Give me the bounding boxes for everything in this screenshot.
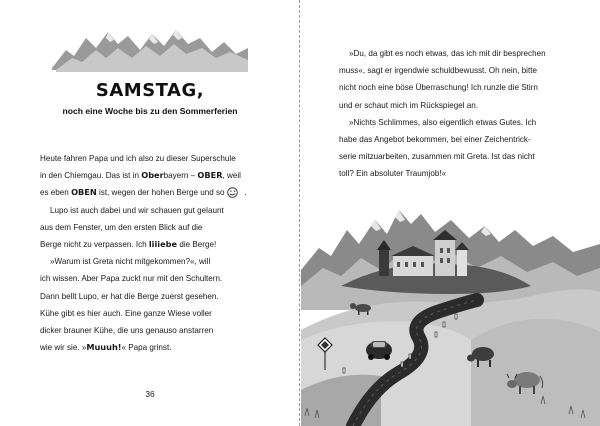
- text-line: ich wissen. Aber Papa zuckt nur mit den Schultern.: [40, 274, 223, 284]
- text-line: in den Chiemgau. Das ist in Oberbayern – OBER, weil: [40, 170, 241, 181]
- right-body-text: [339, 45, 546, 183]
- text-line: aus dem Fenster, um den ersten Blick auf die: [40, 222, 203, 232]
- left-body-text: [40, 150, 247, 356]
- emphasis-text: Ober: [141, 170, 164, 181]
- chapter-title: SAMSTAG,: [95, 80, 205, 101]
- emphasis-text: liiiebe: [148, 238, 178, 249]
- landscape-illustration: [301, 190, 600, 426]
- text-line: »Du, da gibt es noch etwas, das ich mit dir besprechen: [349, 49, 546, 58]
- text-line: Berge nicht zu verpassen. Ich liiiebe die Berge!: [40, 238, 217, 249]
- chapter-subtitle: noch eine Woche bis zu den Sommerferien: [62, 106, 238, 116]
- text-line: Dann bellt Lupo, er hat die Berge zuerst gesehen.: [40, 291, 219, 301]
- text-line: habe das Angebot bekommen, bei einer Zeichentrick-: [339, 134, 531, 144]
- text-line: nicht noch eine böse Überraschung! Ich runzle die Stirn: [339, 83, 538, 93]
- text-line: »Nichts Schlimmes, also eigentlich etwas Gutes. Ich: [349, 117, 537, 127]
- mountain-range-illustration: [52, 24, 248, 74]
- emphasis-text: OBER: [197, 170, 223, 181]
- text-line: dicker brauner Kühe, die uns genauso anstarren: [40, 325, 214, 335]
- text-line: es eben OBEN ist, wegen der hohen Berge und so .: [40, 184, 247, 201]
- car-icon: [366, 341, 392, 360]
- text-line: muss«, sagt er irgendwie schuldbewusst. Oh nein, bitte: [339, 66, 537, 76]
- text-line: serie mitzuarbeiten, zusammen mit Greta. Ist das nicht: [339, 152, 535, 162]
- page-number: 36: [145, 389, 155, 399]
- text-line: Heute fahren Papa und ich also zu dieser Superschule: [40, 154, 236, 163]
- right-page: [301, 0, 600, 426]
- emphasis-text: Muuuh!: [86, 342, 122, 353]
- text-line: Kühe gibt es hier auch. Eine ganze Wiese voller: [40, 308, 212, 318]
- text-line: »Warum ist Greta nicht mitgekommen?«, will: [50, 257, 211, 267]
- emphasis-text: OBEN: [71, 187, 97, 198]
- text-line: wie wir sie. »Muuuh!« Papa grinst.: [40, 342, 172, 353]
- text-line: und er schaut mich im Rückspiegel an.: [339, 100, 479, 110]
- smiley-icon: [226, 187, 239, 204]
- text-line: Lupo ist auch dabei und wir schauen gut gelaunt: [50, 205, 224, 215]
- text-line: toll? Ein absoluter Traumjob!«: [339, 169, 447, 179]
